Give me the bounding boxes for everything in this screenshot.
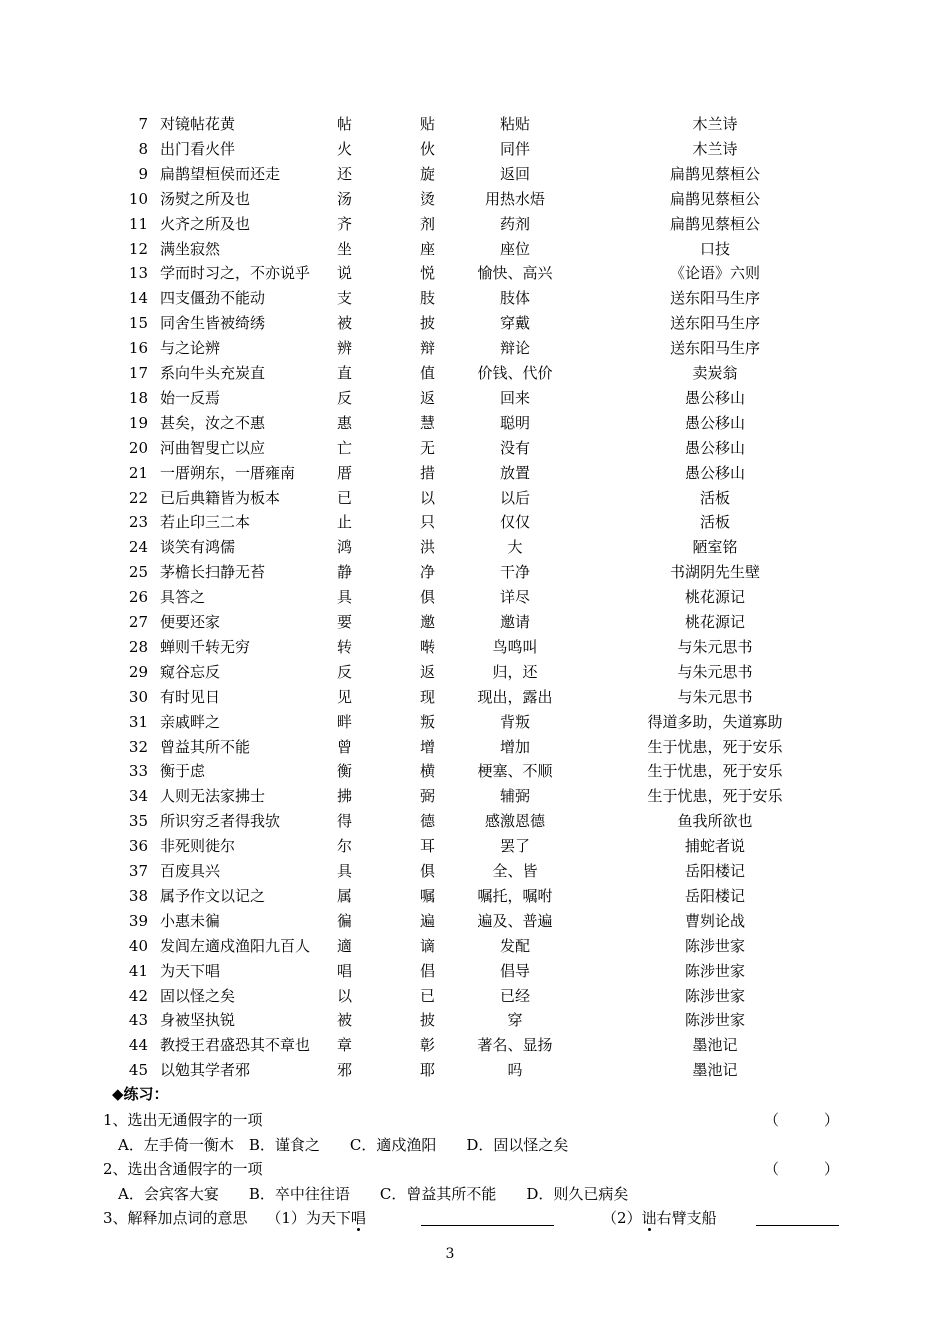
row-number: 16: [128, 339, 148, 358]
row-number: 43: [128, 1011, 148, 1030]
row-original-char: 倡: [420, 961, 436, 980]
row-original-char: 增: [420, 737, 436, 756]
row-sentence: 非死则徙尔: [160, 837, 236, 856]
row-number: 32: [128, 737, 148, 756]
table-row: [0, 212, 900, 236]
row-sentence: 所识穷乏者得我欤: [160, 812, 281, 831]
row-meaning: 已经: [499, 986, 530, 1005]
row-sentence: 便要还家: [160, 613, 221, 631]
table-row: [0, 1033, 900, 1057]
row-meaning: 鸟鸣叫: [492, 637, 538, 656]
row-number: 20: [128, 438, 148, 457]
table-row: [0, 137, 900, 161]
row-source: 墨池记: [692, 1036, 738, 1055]
row-original-char: 俱: [420, 862, 436, 880]
row-number: 42: [128, 986, 148, 1005]
row-number: 33: [128, 762, 148, 781]
row-original-char: 洪: [420, 538, 436, 557]
row-source: 得道多助，失道寡助: [647, 712, 783, 731]
row-original-char: 辩: [420, 339, 436, 358]
row-original-char: 现: [420, 687, 436, 706]
row-sentence: 属予作文以记之: [160, 886, 266, 905]
row-source: 木兰诗: [692, 115, 738, 133]
row-number: 21: [128, 463, 148, 482]
question-3-part-2-prefix: （2）: [602, 1209, 642, 1227]
row-number: 26: [128, 588, 148, 607]
row-borrowed-char: 鸿: [337, 538, 353, 557]
row-meaning: 仅仅: [499, 513, 530, 532]
row-meaning: 返回: [499, 164, 530, 183]
row-original-char: 啭: [420, 637, 436, 656]
question-3-part-2: [602, 1206, 717, 1230]
question-3-stem: [103, 1206, 366, 1230]
row-number: 37: [128, 862, 148, 880]
row-borrowed-char: 静: [337, 563, 353, 582]
row-sentence: 扁鹊望桓侯而还走: [160, 164, 281, 183]
row-sentence: 亲戚畔之: [160, 712, 221, 731]
row-meaning: 回来: [499, 388, 530, 407]
row-sentence: 与之论辨: [160, 339, 221, 358]
row-borrowed-char: 见: [337, 687, 353, 706]
row-borrowed-char: 章: [337, 1036, 353, 1055]
row-source: 送东阳马生序: [669, 289, 760, 308]
row-original-char: 彰: [420, 1036, 436, 1055]
row-original-char: 慧: [420, 413, 436, 432]
row-meaning: 吗: [507, 1061, 523, 1080]
table-row: [0, 510, 900, 534]
row-original-char: 以: [420, 488, 436, 507]
row-number: 14: [128, 289, 148, 308]
row-borrowed-char: 转: [337, 637, 353, 656]
question-3-part-2-suffix: 右臂支船: [656, 1209, 717, 1227]
table-row: [0, 311, 900, 335]
table-row: [0, 436, 900, 460]
row-meaning: 穿: [507, 1011, 523, 1030]
table-row: [0, 1008, 900, 1032]
row-source: 扁鹊见蔡桓公: [669, 164, 760, 183]
question-1-stem: 1、选出无通假字的一项: [103, 1111, 263, 1129]
row-borrowed-char: 属: [337, 886, 353, 905]
table-row: [0, 585, 900, 609]
row-number: 27: [128, 613, 148, 631]
row-number: 17: [128, 364, 148, 382]
row-original-char: 嘱: [420, 886, 436, 905]
row-source: 木兰诗: [692, 139, 738, 158]
question-2-options: A．会宾客大宴 B．卒中往往语 C．曾益其所不能 D．则久已病矣: [118, 1185, 629, 1203]
row-sentence: 火齐之所及也: [160, 214, 251, 233]
row-source: 与朱元思书: [677, 687, 753, 706]
row-borrowed-char: 邪: [337, 1061, 353, 1080]
row-number: 11: [128, 214, 148, 233]
row-meaning: 愉快、高兴: [477, 264, 553, 283]
row-number: 8: [138, 139, 148, 158]
table-row: [0, 112, 900, 136]
row-sentence: 出门看火伴: [160, 139, 236, 158]
table-row: [0, 261, 900, 285]
row-borrowed-char: 已: [337, 488, 353, 507]
row-meaning: 同伴: [499, 139, 530, 158]
question-2-stem: 2、选出含通假字的一项: [103, 1160, 263, 1178]
row-meaning: 大: [507, 538, 523, 557]
row-meaning: 著名、显扬: [477, 1036, 553, 1055]
row-sentence: 为天下唱: [160, 961, 221, 980]
row-sentence: 发闾左適戍渔阳九百人: [160, 936, 311, 955]
table-row: [0, 735, 900, 759]
row-original-char: 烫: [420, 189, 436, 208]
row-number: 31: [128, 712, 148, 731]
row-source: 陈涉世家: [684, 1011, 745, 1030]
row-source: 生于忧患，死于安乐: [647, 737, 783, 756]
row-number: 41: [128, 961, 148, 980]
row-borrowed-char: 反: [337, 388, 353, 407]
table-row: [0, 784, 900, 808]
row-meaning: 嘱托，嘱咐: [477, 886, 553, 905]
question-3-stem-text: 3、解释加点词的意思: [103, 1209, 248, 1227]
question-3-part-1-answer-blank[interactable]: [421, 1225, 554, 1226]
question-3-part-2-answer-blank[interactable]: [756, 1225, 839, 1226]
row-borrowed-char: 火: [337, 139, 353, 158]
table-row: [0, 959, 900, 983]
row-number: 36: [128, 837, 148, 856]
row-meaning: 罢了: [499, 837, 530, 856]
row-sentence: 衡于虑: [160, 762, 206, 781]
table-row: [0, 809, 900, 833]
row-borrowed-char: 尔: [337, 837, 353, 856]
row-source: 与朱元思书: [677, 637, 753, 656]
table-row: [0, 934, 900, 958]
row-sentence: 系向牛头充炭直: [160, 364, 266, 382]
row-source: 桃花源记: [684, 613, 745, 631]
row-sentence: 有时见日: [160, 687, 221, 706]
row-meaning: 用热水焐: [484, 189, 545, 208]
row-number: 25: [128, 563, 148, 582]
table-row: [0, 1058, 900, 1082]
row-number: 12: [128, 239, 148, 258]
row-original-char: 旋: [420, 164, 436, 183]
row-borrowed-char: 曾: [337, 737, 353, 756]
table-row: [0, 884, 900, 908]
row-meaning: 倡导: [499, 961, 530, 980]
row-sentence: 教授王君盛恐其不章也: [160, 1036, 311, 1055]
row-sentence: 茅檐长扫静无苔: [160, 563, 266, 582]
row-borrowed-char: 得: [337, 812, 353, 831]
row-meaning: 粘贴: [499, 115, 530, 133]
row-number: 39: [128, 911, 148, 930]
row-source: 扁鹊见蔡桓公: [669, 189, 760, 208]
row-borrowed-char: 拂: [337, 787, 353, 806]
row-number: 44: [128, 1036, 148, 1055]
row-borrowed-char: 亡: [337, 438, 353, 457]
row-meaning: 详尽: [499, 588, 530, 607]
row-sentence: 固以怪之矣: [160, 986, 236, 1005]
row-meaning: 增加: [499, 737, 530, 756]
row-borrowed-char: 具: [337, 588, 353, 607]
row-meaning: 现出，露出: [477, 687, 553, 706]
row-original-char: 座: [420, 239, 436, 258]
row-borrowed-char: 汤: [337, 189, 353, 208]
table-row: [0, 560, 900, 584]
row-borrowed-char: 適: [337, 936, 353, 955]
table-row: [0, 411, 900, 435]
table-row: [0, 386, 900, 410]
row-source: 陈涉世家: [684, 986, 745, 1005]
row-sentence: 学而时习之，不亦说乎: [160, 264, 311, 283]
row-sentence: 以勉其学者邪: [160, 1061, 251, 1080]
row-sentence: 已后典籍皆为板本: [160, 488, 281, 507]
row-original-char: 返: [420, 662, 436, 681]
row-borrowed-char: 止: [337, 513, 353, 532]
row-source: 鱼我所欲也: [677, 812, 753, 831]
row-source: 活板: [699, 488, 730, 507]
row-borrowed-char: 说: [337, 264, 353, 283]
row-meaning: 药剂: [499, 214, 530, 233]
row-borrowed-char: 坐: [337, 239, 353, 258]
row-meaning: 以后: [499, 488, 530, 507]
row-source: 书湖阴先生壁: [669, 563, 760, 582]
row-meaning: 没有: [499, 438, 530, 457]
row-number: 9: [138, 164, 148, 183]
row-meaning: 聪明: [499, 413, 530, 432]
row-original-char: 耳: [420, 837, 436, 856]
row-original-char: 值: [420, 364, 436, 382]
row-original-char: 披: [420, 314, 436, 333]
row-meaning: 归，还: [492, 662, 538, 681]
row-source: 愚公移山: [684, 413, 745, 432]
row-sentence: 具答之: [160, 588, 206, 607]
row-borrowed-char: 徧: [337, 911, 353, 930]
row-borrowed-char: 齐: [337, 214, 353, 233]
row-original-char: 已: [420, 986, 436, 1005]
row-source: 陋室铭: [692, 538, 738, 557]
row-number: 40: [128, 936, 148, 955]
row-source: 生于忧患，死于安乐: [647, 787, 783, 806]
row-meaning: 肢体: [499, 289, 530, 308]
table-row: [0, 237, 900, 261]
table-row: [0, 834, 900, 858]
row-original-char: 措: [420, 463, 436, 482]
row-number: 30: [128, 687, 148, 706]
table-row: [0, 710, 900, 734]
row-sentence: 对镜帖花黄: [160, 115, 236, 133]
row-sentence: 百废具兴: [160, 862, 221, 880]
row-original-char: 邀: [420, 613, 436, 631]
row-meaning: 价钱、代价: [477, 364, 553, 382]
row-number: 45: [128, 1061, 148, 1080]
row-original-char: 净: [420, 563, 436, 582]
row-number: 29: [128, 662, 148, 681]
row-number: 35: [128, 812, 148, 831]
row-number: 10: [128, 189, 148, 208]
row-borrowed-char: 唱: [337, 961, 353, 980]
row-sentence: 满坐寂然: [160, 239, 221, 258]
row-source: 曹刿论战: [684, 911, 745, 930]
row-original-char: 横: [420, 762, 436, 781]
row-borrowed-char: 直: [337, 364, 353, 382]
table-row: [0, 610, 900, 634]
row-source: 墨池记: [692, 1061, 738, 1080]
row-borrowed-char: 惠: [337, 413, 353, 432]
row-original-char: 耶: [420, 1061, 436, 1080]
row-sentence: 同舍生皆被绮绣: [160, 314, 266, 333]
question-1-options: A．左手倚一衡木 B．谨食之 C．適戍渔阳 D．固以怪之矣: [118, 1136, 569, 1154]
row-borrowed-char: 辨: [337, 339, 353, 358]
row-number: 23: [128, 513, 148, 532]
row-original-char: 披: [420, 1011, 436, 1030]
table-row: [0, 187, 900, 211]
row-number: 15: [128, 314, 148, 333]
table-row: [0, 660, 900, 684]
table-row: [0, 535, 900, 559]
row-source: 扁鹊见蔡桓公: [669, 214, 760, 233]
row-original-char: 肢: [420, 289, 436, 308]
question-2-answer-paren[interactable]: （ ）: [764, 1160, 840, 1178]
row-meaning: 发配: [499, 936, 530, 955]
row-sentence: 汤熨之所及也: [160, 189, 251, 208]
table-row: [0, 759, 900, 783]
row-meaning: 辩论: [499, 339, 530, 358]
row-source: 愚公移山: [684, 388, 745, 407]
row-sentence: 曾益其所不能: [160, 737, 251, 756]
row-number: 34: [128, 787, 148, 806]
row-sentence: 始一反焉: [160, 388, 221, 407]
question-3-part-1-dotted-word: 唱: [350, 1209, 366, 1227]
row-original-char: 叛: [420, 712, 436, 731]
table-row: [0, 461, 900, 485]
row-original-char: 贴: [420, 115, 436, 133]
row-source: 送东阳马生序: [669, 339, 760, 358]
row-source: 岳阳楼记: [684, 886, 745, 905]
row-sentence: 身被坚执锐: [160, 1011, 236, 1030]
row-source: 陈涉世家: [684, 961, 745, 980]
row-source: 《论语》六则: [669, 264, 760, 283]
row-borrowed-char: 反: [337, 662, 353, 681]
row-meaning: 辅弼: [499, 787, 530, 806]
row-meaning: 全、皆: [492, 862, 538, 880]
row-original-char: 弼: [420, 787, 436, 806]
row-number: 22: [128, 488, 148, 507]
question-3-part-2-dotted-word: 诎: [641, 1209, 657, 1227]
row-number: 19: [128, 413, 148, 432]
row-sentence: 窥谷忘反: [160, 662, 221, 681]
row-number: 7: [138, 115, 148, 133]
row-borrowed-char: 厝: [337, 463, 353, 482]
row-meaning: 穿戴: [499, 314, 530, 333]
row-original-char: 悦: [420, 264, 436, 283]
page-number: 3: [445, 1246, 455, 1262]
row-borrowed-char: 支: [337, 289, 353, 308]
row-source: 活板: [699, 513, 730, 532]
table-row: [0, 486, 900, 510]
row-original-char: 伙: [420, 139, 436, 158]
row-source: 愚公移山: [684, 463, 745, 482]
row-number: 24: [128, 538, 148, 557]
row-original-char: 谪: [420, 936, 436, 955]
table-row: [0, 685, 900, 709]
row-source: 陈涉世家: [684, 936, 745, 955]
row-borrowed-char: 被: [337, 314, 353, 333]
row-source: 卖炭翁: [692, 364, 738, 382]
table-row: [0, 635, 900, 659]
row-number: 13: [128, 264, 148, 283]
row-sentence: 小惠未徧: [160, 911, 221, 930]
row-meaning: 遍及、普遍: [477, 911, 553, 930]
table-row: [0, 909, 900, 933]
row-borrowed-char: 畔: [337, 712, 353, 731]
row-sentence: 甚矣，汝之不惠: [160, 413, 266, 432]
row-source: 捕蛇者说: [684, 837, 745, 856]
row-original-char: 俱: [420, 588, 436, 607]
row-borrowed-char: 帖: [337, 115, 353, 133]
row-sentence: 蝉则千转无穷: [160, 637, 251, 656]
row-meaning: 背叛: [499, 712, 530, 731]
row-original-char: 只: [420, 513, 436, 532]
row-source: 口技: [699, 239, 730, 258]
row-meaning: 座位: [499, 239, 530, 258]
row-meaning: 感激恩德: [484, 812, 545, 831]
row-source: 岳阳楼记: [684, 862, 745, 880]
row-sentence: 若止印三二本: [160, 513, 251, 532]
row-borrowed-char: 以: [337, 986, 353, 1005]
row-source: 愚公移山: [684, 438, 745, 457]
row-borrowed-char: 要: [337, 613, 353, 631]
question-3-part-1-prefix: （1）为天下: [266, 1209, 351, 1227]
row-borrowed-char: 被: [337, 1011, 353, 1030]
table-row: [0, 361, 900, 385]
row-meaning: 邀请: [499, 613, 530, 631]
row-sentence: 一厝朔东，一厝雍南: [160, 463, 296, 482]
row-number: 38: [128, 886, 148, 905]
exercise-heading: ◆练习：: [112, 1085, 169, 1103]
table-row: [0, 984, 900, 1008]
row-borrowed-char: 具: [337, 862, 353, 880]
row-original-char: 剂: [420, 214, 436, 233]
row-sentence: 四支僵劲不能动: [160, 289, 266, 308]
table-row: [0, 162, 900, 186]
row-number: 18: [128, 388, 148, 407]
row-borrowed-char: 还: [337, 164, 353, 183]
row-borrowed-char: 衡: [337, 762, 353, 781]
row-sentence: 河曲智叟亡以应: [160, 438, 266, 457]
table-row: [0, 336, 900, 360]
table-row: [0, 286, 900, 310]
row-source: 生于忧患，死于安乐: [647, 762, 783, 781]
row-meaning: 放置: [499, 463, 530, 482]
row-original-char: 无: [420, 438, 436, 457]
table-row: [0, 859, 900, 883]
row-meaning: 干净: [499, 563, 530, 582]
row-source: 与朱元思书: [677, 662, 753, 681]
row-sentence: 谈笑有鸿儒: [160, 538, 236, 557]
question-1-answer-paren[interactable]: （ ）: [764, 1111, 840, 1129]
row-sentence: 人则无法家拂士: [160, 787, 266, 806]
row-original-char: 遍: [420, 911, 436, 930]
row-source: 送东阳马生序: [669, 314, 760, 333]
row-meaning: 梗塞、不顺: [477, 762, 553, 781]
row-source: 桃花源记: [684, 588, 745, 607]
row-original-char: 返: [420, 388, 436, 407]
row-number: 28: [128, 637, 148, 656]
row-original-char: 德: [420, 812, 436, 831]
